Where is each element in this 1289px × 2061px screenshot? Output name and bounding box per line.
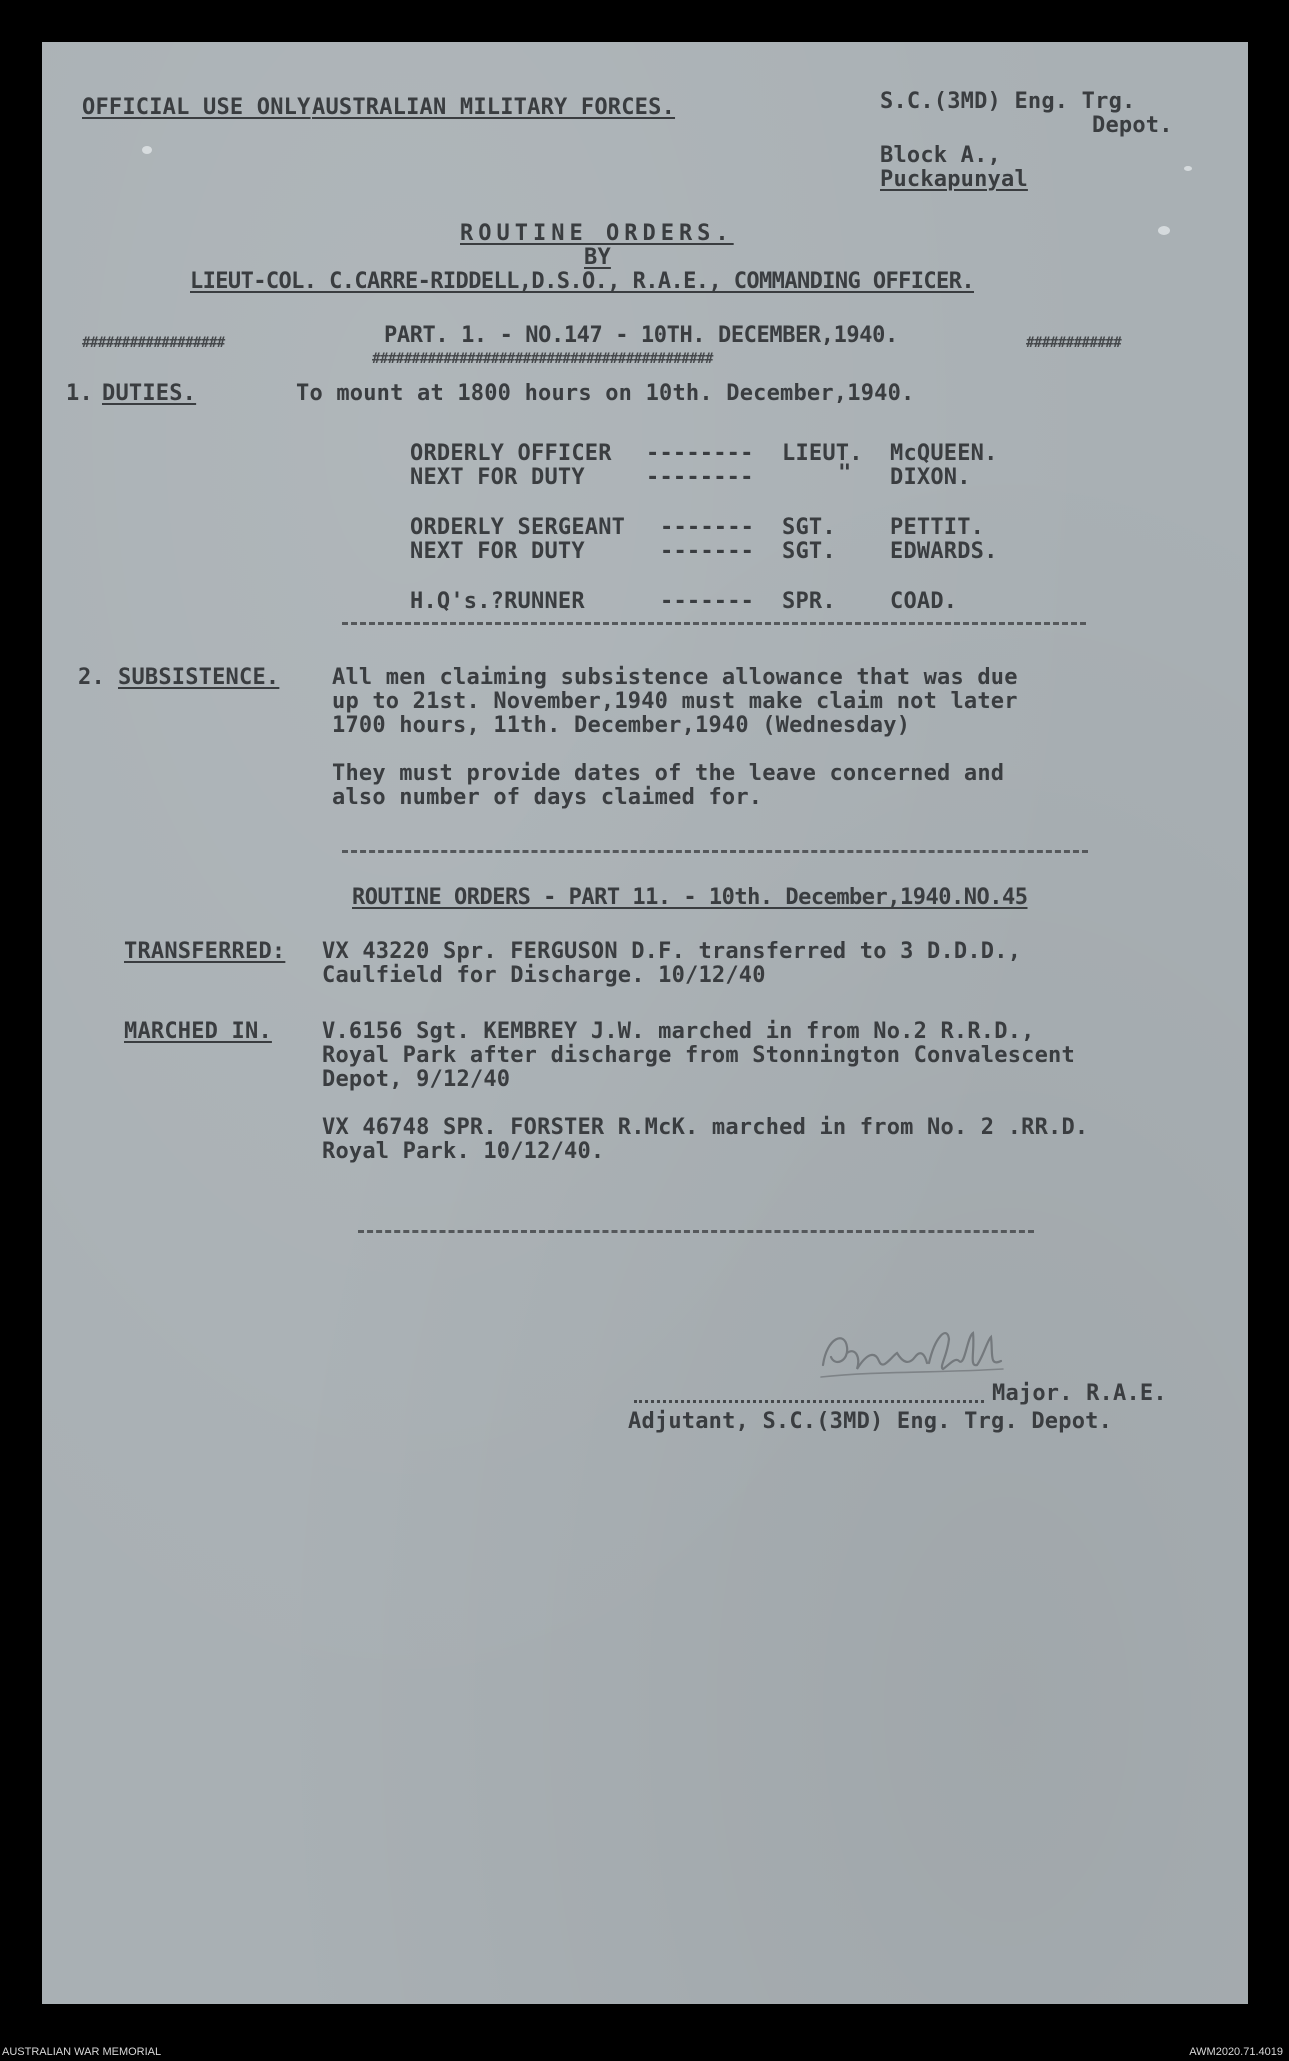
handwritten-signature (817, 1317, 1007, 1387)
duty-name: PETTIT. (890, 515, 985, 540)
commanding-officer-line: LIEUT-COL. C.CARRE-RIDDELL,D.S.O., R.A.E., COMMANDING OFFICER. (190, 269, 974, 294)
part-two-heading: ROUTINE ORDERS - PART 11. - 10th. December,1940.NO.45 (352, 885, 1028, 910)
duties-number: 1. (66, 381, 93, 406)
duty-name: McQUEEN. (890, 441, 998, 466)
duty-rank: SGT. (782, 515, 836, 540)
part-one-heading: PART. 1. - NO.147 - 10TH. DECEMBER,1940. (384, 323, 898, 348)
duty-dash: -------- (646, 441, 754, 466)
transferred-label: TRANSFERRED: (124, 939, 286, 964)
archive-credit: AUSTRALIAN WAR MEMORIAL (2, 2046, 162, 2058)
hash-rule-right: ############ (1026, 335, 1122, 351)
transferred-line: Caulfield for Discharge. 10/12/40 (322, 963, 766, 988)
organisation-label: AUSTRALIAN MILITARY FORCES. (312, 95, 676, 120)
marched-in-line: Depot, 9/12/40 (322, 1067, 511, 1092)
subsistence-line: also number of days claimed for. (332, 785, 763, 810)
duty-role: NEXT FOR DUTY (410, 465, 585, 490)
paper-speck (1158, 226, 1170, 235)
signatory-title: Adjutant, S.C.(3MD) Eng. Trg. Depot. (628, 1409, 1113, 1434)
marched-in-line: Royal Park. 10/12/40. (322, 1139, 605, 1164)
marched-in-line: Royal Park after discharge from Stonnington Convalescent (322, 1043, 1075, 1068)
subsistence-line: 1700 hours, 11th. December,1940 (Wednesday) (332, 713, 911, 738)
duty-dash: ------- (660, 589, 755, 614)
location-line-2: Puckapunyal (880, 167, 1028, 192)
subsistence-number: 2. (78, 665, 105, 690)
duty-dash: -------- (646, 465, 754, 490)
signatory-rank: Major. R.A.E. (992, 1381, 1167, 1406)
marched-in-label: MARCHED IN. (124, 1019, 272, 1044)
subsistence-line: They must provide dates of the leave concerned and (332, 761, 1005, 786)
subsistence-heading: SUBSISTENCE. (118, 665, 280, 690)
hash-rule-left: ################## (82, 335, 225, 351)
duty-rank: LIEUT. (782, 441, 863, 466)
title-by: BY (584, 245, 611, 270)
subsistence-line: All men claiming subsistence allowance that was due (332, 665, 1018, 690)
transferred-line: VX 43220 Spr. FERGUSON D.F. transferred to 3 D.D.D., (322, 939, 1022, 964)
duty-dash: ------- (660, 539, 755, 564)
duty-rank: " (838, 461, 852, 486)
marched-in-line: VX 46748 SPR. FORSTER R.McK. marched in from No. 2 .RR.D. (322, 1115, 1089, 1140)
duty-name: COAD. (890, 589, 958, 614)
classification-label: OFFICIAL USE ONLY (82, 95, 311, 120)
duty-role: ORDERLY SERGEANT (410, 515, 626, 540)
subsistence-line: up to 21st. November,1940 must make claim not later (332, 689, 1018, 714)
signature-dotted-line (634, 1400, 984, 1403)
duty-role: ORDERLY OFFICER (410, 441, 612, 466)
duty-name: DIXON. (890, 465, 971, 490)
duty-name: EDWARDS. (890, 539, 998, 564)
duty-dash: ------- (660, 515, 755, 540)
duty-role: NEXT FOR DUTY (410, 539, 585, 564)
section-rule (358, 1230, 1034, 1233)
section-rule (342, 850, 1088, 853)
unit-line-1: S.C.(3MD) Eng. Trg. (880, 89, 1136, 114)
paper-speck (1184, 166, 1192, 171)
duty-rank: SGT. (782, 539, 836, 564)
hash-rule-under: ########################################### (372, 351, 713, 367)
location-line-1: Block A., (880, 143, 1002, 168)
archive-reference: AWM2020.71.4019 (1189, 2046, 1283, 2058)
paper-speck (142, 146, 152, 154)
duties-intro: To mount at 1800 hours on 10th. December,1940. (296, 381, 915, 406)
marched-in-line: V.6156 Sgt. KEMBREY J.W. marched in from No.2 R.R.D., (322, 1019, 1035, 1044)
duty-rank: SPR. (782, 589, 836, 614)
duties-heading: DUTIES. (102, 381, 197, 406)
document-title: ROUTINE ORDERS. (460, 221, 734, 246)
unit-line-2: Depot. (1092, 113, 1173, 138)
document-page (42, 42, 1248, 2004)
section-rule (342, 622, 1086, 625)
duty-role: H.Q's.?RUNNER (410, 589, 585, 614)
